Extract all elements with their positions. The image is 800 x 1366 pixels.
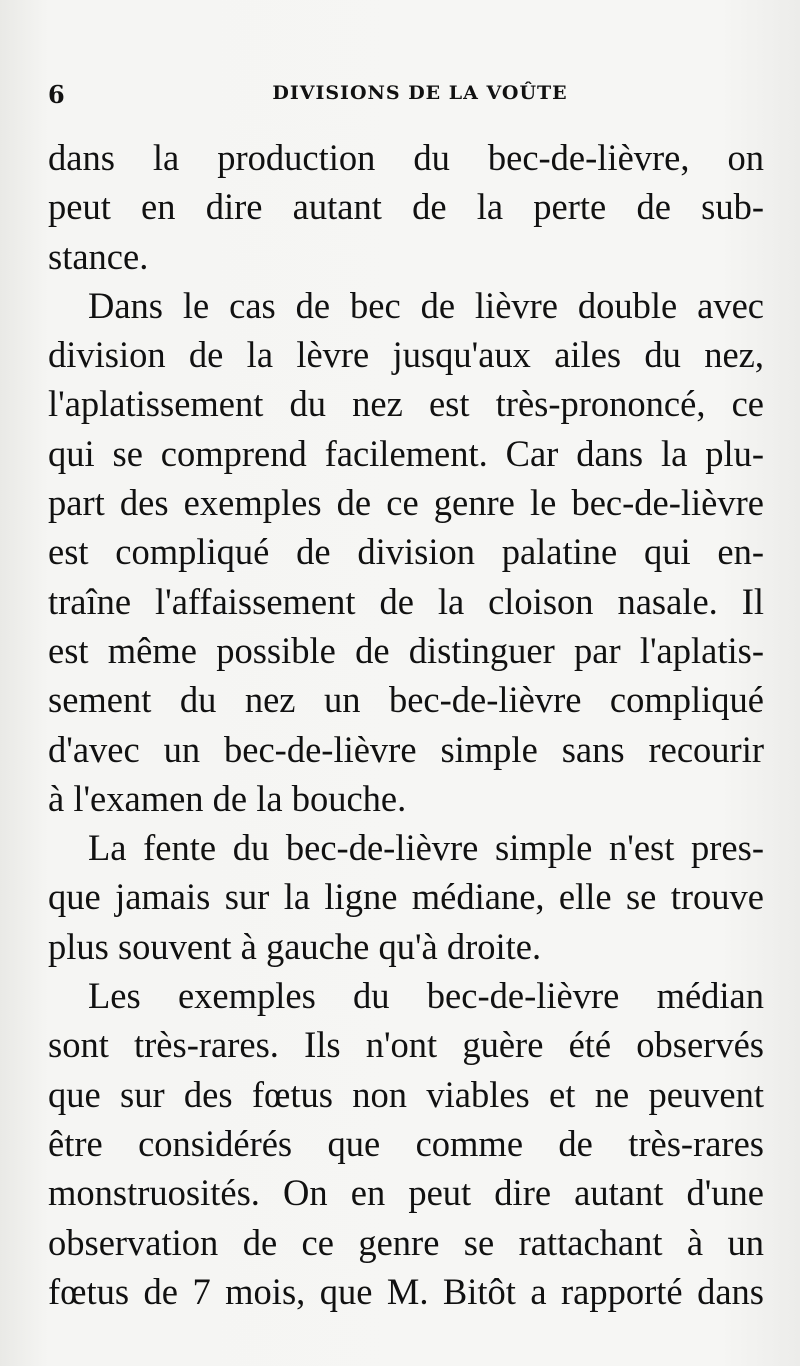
text-line: dans la production du bec-de-lièvre, on [48,137,764,178]
text-line: monstruosités. On en peut dire autant d'une [48,1172,764,1214]
text-line: stance. [48,235,149,277]
paragraph [48,281,764,823]
text-line: Les exemples du bec-de-lièvre médian [88,975,764,1017]
text-line: sement du nez un bec-de-lièvre compliqué [48,679,764,721]
text-line: d'avec un bec-de-lièvre simple sans recourir [48,728,764,770]
body-text [48,133,764,1316]
paragraph [48,133,764,281]
text-line: Dans le cas de bec de lièvre double avec [88,284,764,326]
running-head: DIVISIONS DE LA VOÛTE [272,82,568,104]
text-line: La fente du bec-de-lièvre simple n'est pres- [88,827,764,869]
text-line: est même possible de distinguer par l'aplatis- [48,629,764,671]
text-line: l'aplatissement du nez est très-prononcé, ce [48,383,764,425]
text-line: qui se comprend facilement. Car dans la plu- [48,432,764,474]
page-number: 6 [48,80,65,109]
paragraph [48,971,764,1316]
text-line: à l'examen de la bouche. [48,777,407,819]
text-line: être considérés que comme de très-rares [48,1122,764,1164]
text-line: observation de ce genre se rattachant à un [48,1221,764,1263]
text-line: peut en dire autant de la perte de sub- [48,186,764,228]
text-line: sont très-rares. Ils n'ont guère été observés [48,1024,764,1066]
text-line: que sur des fœtus non viables et ne peuvent [48,1073,764,1115]
text-line: que jamais sur la ligne médiane, elle se trouve [48,876,764,918]
text-line: traîne l'affaissement de la cloison nasale. Il [48,580,764,622]
text-line: plus souvent à gauche qu'à droite. [48,925,542,967]
page-header [48,80,752,110]
text-line: est compliqué de division palatine qui en- [48,531,764,573]
text-line: part des exemples de ce genre le bec-de-lièvre [48,482,764,524]
text-line: fœtus de 7 mois, que M. Bitôt a rapporté dans [48,1270,764,1312]
text-line: division de la lèvre jusqu'aux ailes du nez, [48,334,764,376]
paragraph [48,823,764,971]
